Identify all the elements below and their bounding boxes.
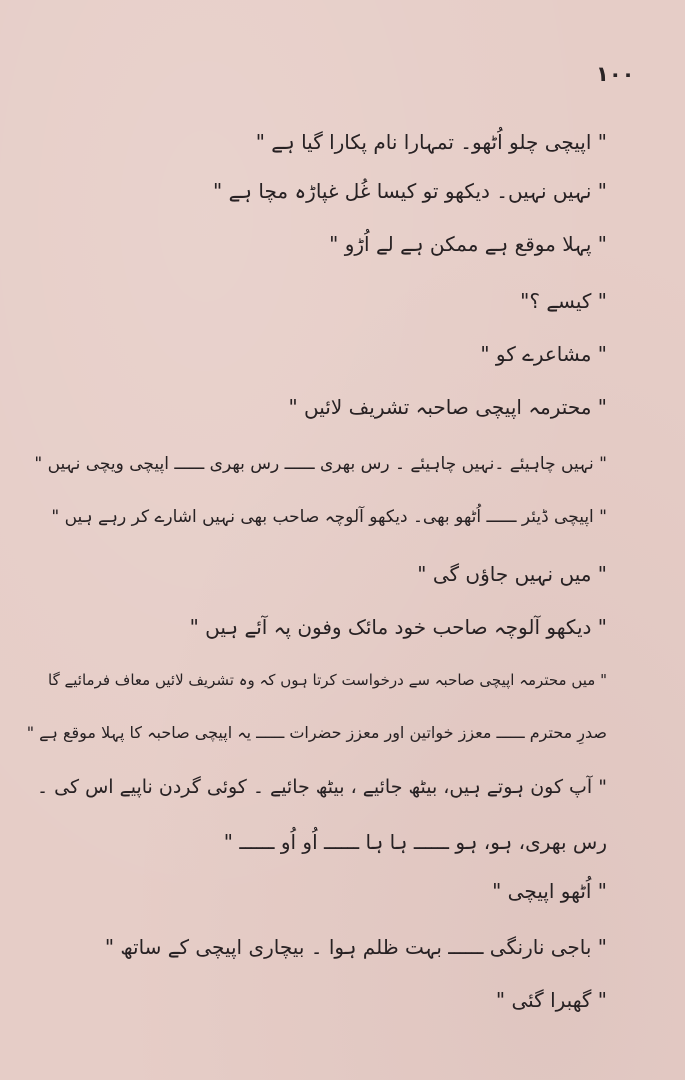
text-line: " میں نہیں جاؤں گی ": [417, 562, 607, 586]
text-line: " کیسے ؟": [520, 289, 607, 313]
text-line: " دیکھو آلوچہ صاحب خود مائک وفون پہ آئے ہیں ": [189, 615, 607, 639]
text-line: " میں محترمہ اپیچی صاحبہ سے درخواست کرتا ہوں کہ وہ تشریف لائیں معاف فرمائیے گا: [48, 671, 607, 689]
text-line: " پہلا موقع ہے ممکن ہے لے اُڑو ": [329, 232, 607, 256]
text-line: " اُٹھو اپیچی ": [492, 879, 607, 903]
text-line: " مشاعرے کو ": [480, 342, 607, 366]
text-line: " اپیچی ڈیئر ــــــ اُٹھو بھی۔ دیکھو آلوچہ صاحب بھی نہیں اشارے کر رہے ہیں ": [51, 507, 607, 527]
text-line: " اپیچی چلو اُٹھو۔ تمہارا نام پکارا گیا ہے ": [255, 130, 607, 154]
text-line: " محترمہ اپیچی صاحبہ تشریف لائیں ": [288, 395, 607, 419]
text-line: " آپ کون ہوتے ہیں، بیٹھ جائیے ، بیٹھ جائیے ۔ کوئی گردن ناپیے اس کی ۔: [37, 776, 607, 798]
text-line: " باجی نارنگی ــــــ بہت ظلم ہوا ۔ بیچاری اپیچی کے ساتھ ": [104, 935, 607, 959]
text-line: " نہیں چاہیئے ۔نہیں چاہیئے ۔ رس بھری ــــــ رس بھری ــــــ اپیچی ویچی نہیں ": [34, 454, 607, 474]
text-line: رس بھری، ہو، ہو ــــــ ہا ہا ــــــ اُو اُو ــــــ ": [223, 830, 607, 854]
text-line: " نہیں نہیں۔ دیکھو تو کیسا غُل غپاڑہ مچا ہے ": [213, 179, 607, 203]
text-line: صدرِ محترم ــــــ معزز خواتین اور معزز حضرات ــــــ یہ اپیچی صاحبہ کا پہلا موقع ہے ": [26, 723, 607, 742]
text-line: " گھبرا گئی ": [495, 988, 607, 1012]
page-number: ۱۰۰: [596, 62, 635, 86]
